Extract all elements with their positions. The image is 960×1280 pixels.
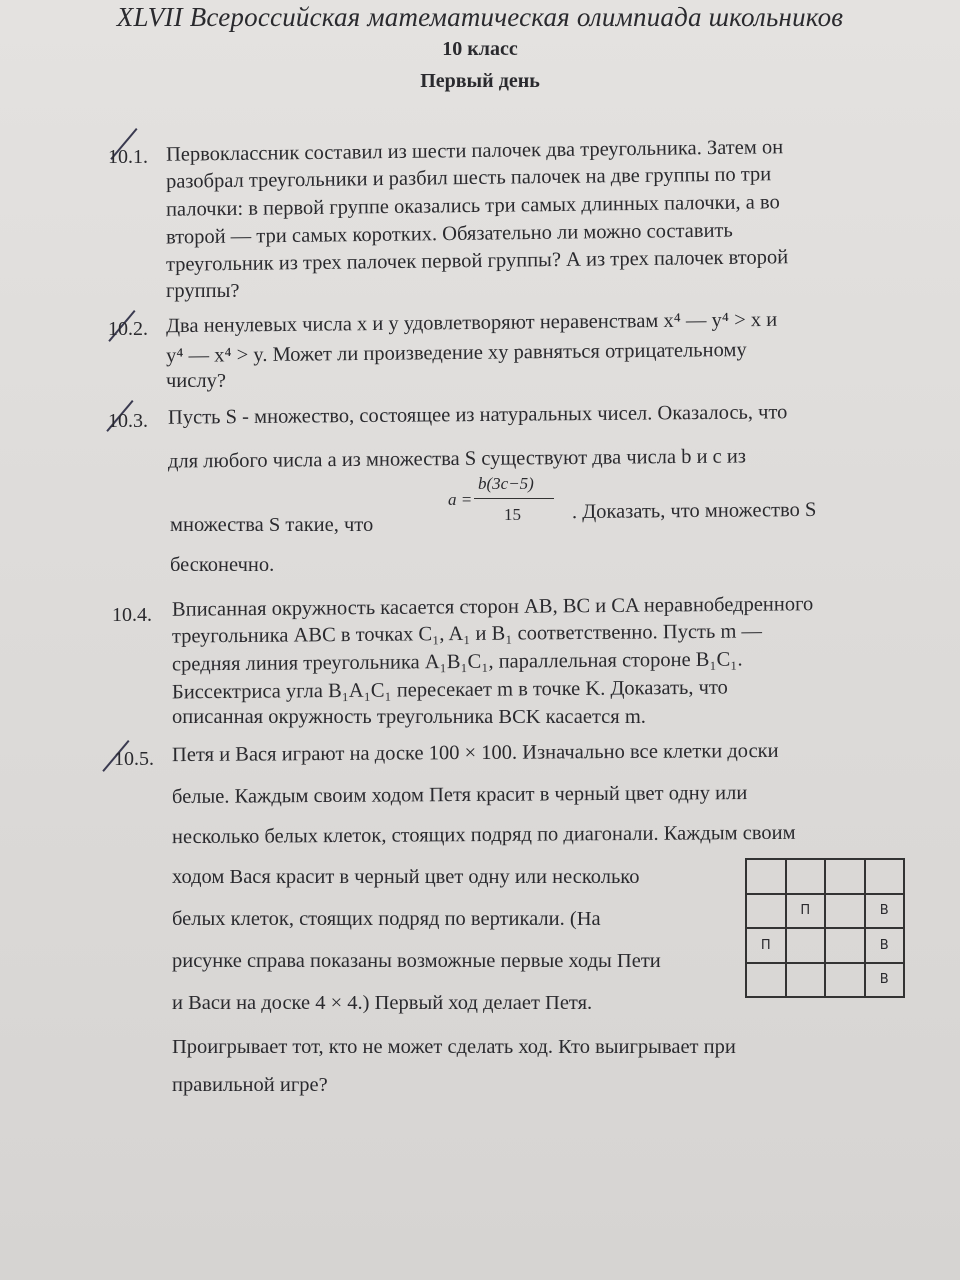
problem-line: бесконечно. xyxy=(170,554,275,576)
problem-line: описанная окружность треугольника BCK касается m. xyxy=(172,706,646,728)
problem-number: 10.5. xyxy=(114,748,154,770)
board-cell xyxy=(746,894,786,929)
board-cell: П xyxy=(786,894,826,929)
problem-line: палочки: в первой группе оказались три самых длинных палочки, а во xyxy=(165,191,780,221)
problem-line: Пусть S - множество, состоящее из натуральных чисел. Оказалось, что xyxy=(167,401,788,429)
problem-number: 10.4. xyxy=(112,604,152,626)
problem-number: 10.1. xyxy=(108,146,148,168)
board-cell: В xyxy=(865,963,905,998)
problem-line: Проигрывает тот, кто не может сделать ход. Кто выигрывает при xyxy=(172,1036,736,1058)
day-label: Первый день xyxy=(420,70,540,92)
board-cell xyxy=(825,859,865,894)
problem-line: белых клеток, стоящих подряд по вертикали. (На xyxy=(172,908,601,930)
board-cell xyxy=(865,859,905,894)
game-board-4x4 xyxy=(745,858,905,998)
problem-line: для любого числа a из множества S существуют два числа b и c из xyxy=(167,445,747,473)
problem-line: рисунке справа показаны возможные первые ходы Пети xyxy=(172,950,661,972)
problem-line: белые. Каждым своим ходом Петя красит в черный цвет одну или xyxy=(171,781,748,809)
board-cell: П xyxy=(746,928,786,963)
board-cell xyxy=(825,894,865,929)
problem-number: 10.3. xyxy=(108,410,148,432)
problem-line: правильной игре? xyxy=(172,1074,328,1096)
problem-line: треугольника ABC в точках C₁, A₁ и B₁ соответственно. Пусть m — xyxy=(171,620,763,648)
problem-line: y⁴ — x⁴ > y. Может ли произведение xy равняться отрицательному xyxy=(165,338,747,368)
fraction-numerator: b(3c−5) xyxy=(478,474,534,493)
fraction-lhs: a = xyxy=(448,490,473,509)
problem-line: Биссектриса угла B₁A₁C₁ пересекает m в точке K. Доказать, что xyxy=(171,676,728,704)
board-cell: В xyxy=(865,894,905,929)
board-cell xyxy=(786,928,826,963)
board-cell xyxy=(825,928,865,963)
fraction-bar xyxy=(474,498,554,500)
problem-line: Вписанная окружность касается сторон AB, BC и CA неравнобедренного xyxy=(171,593,814,621)
problem-line: Петя и Вася играют на доске 100 × 100. Изначально все клетки доски xyxy=(171,739,779,767)
board-cell xyxy=(746,963,786,998)
problem-line: треугольник из трех палочек первой группы? А из трех палочек второй xyxy=(165,246,789,276)
problem-line: числу? xyxy=(166,370,226,392)
problem-line: средняя линия треугольника A₁B₁C₁, параллельная стороне B₁C₁. xyxy=(171,648,743,676)
problem-line: разобрал треугольники и разбил шесть палочек на две группы по три xyxy=(165,163,772,193)
grade-label: 10 класс xyxy=(442,38,518,60)
problem-line: группы? xyxy=(166,280,240,302)
board-cell xyxy=(746,859,786,894)
problem-line: несколько белых клеток, стоящих подряд по диагонали. Каждым своим xyxy=(171,821,796,849)
problem-line: Первоклассник составил из шести палочек два треугольника. Затем он xyxy=(165,136,784,166)
problem-line: . Доказать, что множество S xyxy=(571,498,817,524)
board-cell xyxy=(786,859,826,894)
fraction-denominator: 15 xyxy=(504,505,521,524)
board-cell xyxy=(825,963,865,998)
problem-line: второй — три самых коротких. Обязательно ли можно составить xyxy=(165,219,733,249)
problem-line: множества S такие, что xyxy=(170,514,374,536)
olympiad-title: XLVII Всероссийская математическая олимпиада школьников xyxy=(116,2,844,32)
board-cell: В xyxy=(865,928,905,963)
board-cell xyxy=(786,963,826,998)
problem-line: и Васи на доске 4 × 4.) Первый ход делает Петя. xyxy=(172,992,593,1014)
problem-line: Два ненулевых числа x и y удовлетворяют неравенствам x⁴ — y⁴ > x и xyxy=(165,308,778,338)
problem-line: ходом Вася красит в черный цвет одну или несколько xyxy=(172,866,640,888)
problem-number: 10.2. xyxy=(108,318,148,340)
